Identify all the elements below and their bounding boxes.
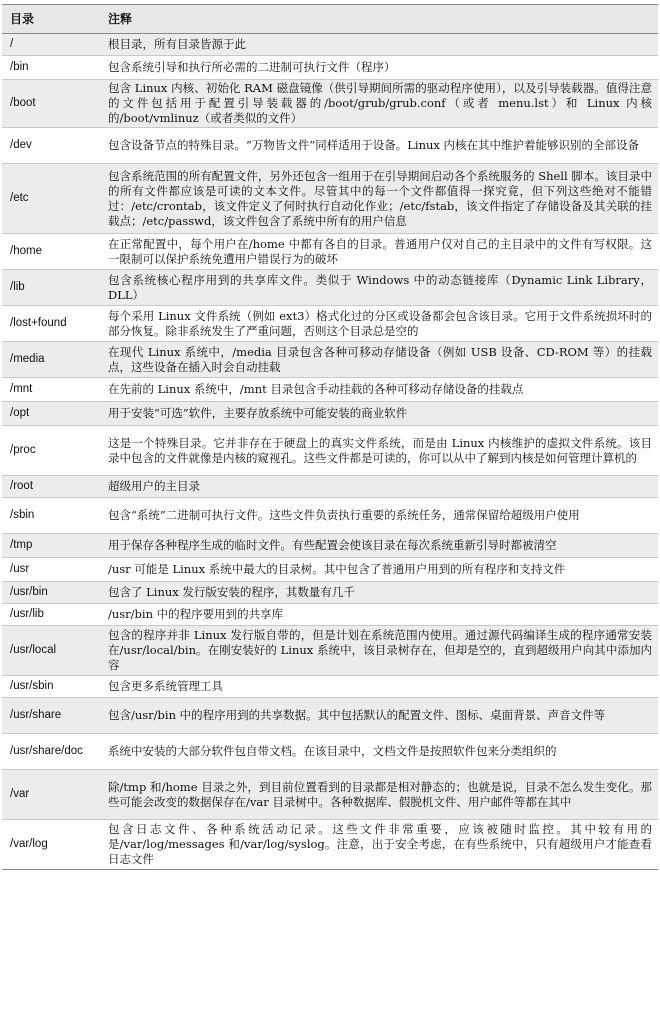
note-cell: 包含了 Linux 发行版安装的程序，其数量有几千 xyxy=(100,582,658,604)
table-row xyxy=(2,402,658,426)
table-row xyxy=(2,342,658,378)
directory-cell: /var/log xyxy=(2,820,100,870)
table-row xyxy=(2,770,658,820)
directory-cell: /home xyxy=(2,234,100,270)
directory-cell: /mnt xyxy=(2,378,100,402)
table-row xyxy=(2,128,658,164)
note-cell: 超级用户的主目录 xyxy=(100,476,658,498)
directory-cell: /media xyxy=(2,342,100,378)
note-cell: 在先前的 Linux 系统中，/mnt 目录包含手动挂载的各种可移动存储设备的挂载点 xyxy=(100,378,658,402)
directory-cell: /usr xyxy=(2,558,100,582)
note-cell: 包含 Linux 内核、初始化 RAM 磁盘镜像（供引导期间所需的驱动程序使用），以及引导装载器。值得注意的文件包括用于配置引导装载器的/boot/grub/grub.conf（或者 menu.lst）和 Linux 内核的/boot/vmlinuz（或者类似的文件） xyxy=(100,80,658,128)
directory-cell: /opt xyxy=(2,402,100,426)
header-directory: 目录 xyxy=(2,5,100,34)
note-cell: 在现代 Linux 系统中，/media 目录包含各种可移动存储设备（例如 USB 设备、CD-ROM 等）的挂载点，这些设备在插入时会自动挂载 xyxy=(100,342,658,378)
table-row xyxy=(2,234,658,270)
note-cell: 包含系统引导和执行所必需的二进制可执行文件（程序） xyxy=(100,56,658,80)
note-cell: 包含更多系统管理工具 xyxy=(100,676,658,698)
table-header xyxy=(2,5,658,34)
note-cell: 除/tmp 和/home 目录之外，到目前位置看到的目录都是相对静态的；也就是说，目录不怎么发生变化。那些可能会改变的数据保存在/var 目录树中。各种数据库、假脱机文件、用户邮件等都在其中 xyxy=(100,770,658,820)
directory-cell: /root xyxy=(2,476,100,498)
table-row xyxy=(2,426,658,476)
table-row xyxy=(2,306,658,342)
directory-cell: /usr/sbin xyxy=(2,676,100,698)
table-row xyxy=(2,56,658,80)
directory-cell: /usr/lib xyxy=(2,604,100,626)
note-cell: 包含设备节点的特殊目录。“万物皆文件”同样适用于设备。Linux 内核在其中维护着能够识别的全部设备 xyxy=(100,128,658,164)
note-cell: 包含系统核心程序用到的共享库文件。类似于 Windows 中的动态链接库（Dynamic Link Library，DLL） xyxy=(100,270,658,306)
note-cell: 包含“系统”二进制可执行文件。这些文件负责执行重要的系统任务，通常保留给超级用户使用 xyxy=(100,498,658,534)
note-cell: 在正常配置中，每个用户在/home 中都有各自的目录。普通用户仅对自己的主目录中的文件有写权限。这一限制可以保护系统免遭用户错误行为的破坏 xyxy=(100,234,658,270)
directory-cell: /etc xyxy=(2,164,100,234)
note-cell: 包含的程序并非 Linux 发行版自带的，但是计划在系统范围内使用。通过源代码编译生成的程序通常安装在/usr/local/bin。在刚安装好的 Linux 系统中，该目录树存在，但却是空的，直到超级用户向其中添加内容 xyxy=(100,626,658,676)
directory-cell: /boot xyxy=(2,80,100,128)
note-cell: /usr/bin 中的程序要用到的共享库 xyxy=(100,604,658,626)
directory-cell: /usr/share/doc xyxy=(2,734,100,770)
table-row xyxy=(2,498,658,534)
note-cell: 用于安装“可选”软件，主要存放系统中可能安装的商业软件 xyxy=(100,402,658,426)
table-row xyxy=(2,378,658,402)
table-row xyxy=(2,734,658,770)
note-cell: 这是一个特殊目录。它并非存在于硬盘上的真实文件系统，而是由 Linux 内核维护的虚拟文件系统。该目录中包含的文件就像是内核的窥视孔。这些文件都是可读的，你可以从中了解到内核是如何管理计算机的 xyxy=(100,426,658,476)
directory-cell: /dev xyxy=(2,128,100,164)
table-row xyxy=(2,558,658,582)
directory-cell: /proc xyxy=(2,426,100,476)
note-cell: 包含/usr/bin 中的程序用到的共享数据。其中包括默认的配置文件、图标、桌面背景、声音文件等 xyxy=(100,698,658,734)
table-body xyxy=(2,34,658,870)
header-note: 注释 xyxy=(100,5,658,34)
directory-cell: / xyxy=(2,34,100,56)
note-cell: 系统中安装的大部分软件包自带文档。在该目录中，文档文件是按照软件包来分类组织的 xyxy=(100,734,658,770)
table-row xyxy=(2,698,658,734)
table-row xyxy=(2,820,658,870)
note-cell: 用于保存各种程序生成的临时文件。有些配置会使该目录在每次系统重新引导时都被清空 xyxy=(100,534,658,558)
table-row xyxy=(2,80,658,128)
directory-cell: /usr/bin xyxy=(2,582,100,604)
table-row xyxy=(2,626,658,676)
directory-table xyxy=(2,4,658,870)
note-cell: 包含系统范围的所有配置文件，另外还包含一组用于在引导期间启动各个系统服务的 Shell 脚本。该目录中的所有文件都应该是可读的文本文件。尽管其中的每一个文件都值得一探究竟，但下列这些绝对不能错过：/etc/crontab，该文件定义了何时执行自动化作业；/etc/fstab，该文件指定了存储设备及其关联的挂载点；/etc/passwd，该文件包含了系统中所有的用户信息 xyxy=(100,164,658,234)
directory-cell: /tmp xyxy=(2,534,100,558)
table-row xyxy=(2,604,658,626)
note-cell: 包含日志文件、各种系统活动记录。这些文件非常重要，应该被随时监控。其中较有用的是/var/log/messages 和/var/log/syslog。注意，出于安全考虑，在有些系统中，只有超级用户才能查看日志文件 xyxy=(100,820,658,870)
table-row xyxy=(2,164,658,234)
directory-cell: /lost+found xyxy=(2,306,100,342)
table-row xyxy=(2,676,658,698)
directory-cell: /sbin xyxy=(2,498,100,534)
note-cell: 根目录，所有目录皆源于此 xyxy=(100,34,658,56)
table-row xyxy=(2,476,658,498)
table-row xyxy=(2,534,658,558)
table-row xyxy=(2,582,658,604)
table-row xyxy=(2,270,658,306)
header-row xyxy=(2,5,658,34)
directory-cell: /lib xyxy=(2,270,100,306)
note-cell: /usr 可能是 Linux 系统中最大的目录树。其中包含了普通用户用到的所有程序和支持文件 xyxy=(100,558,658,582)
directory-cell: /usr/local xyxy=(2,626,100,676)
directory-cell: /usr/share xyxy=(2,698,100,734)
note-cell: 每个采用 Linux 文件系统（例如 ext3）格式化过的分区或设备都会包含该目录。它用于文件系统损坏时的部分恢复。除非系统发生了严重问题，否则这个目录总是空的 xyxy=(100,306,658,342)
directory-cell: /var xyxy=(2,770,100,820)
directory-cell: /bin xyxy=(2,56,100,80)
table-row xyxy=(2,34,658,56)
